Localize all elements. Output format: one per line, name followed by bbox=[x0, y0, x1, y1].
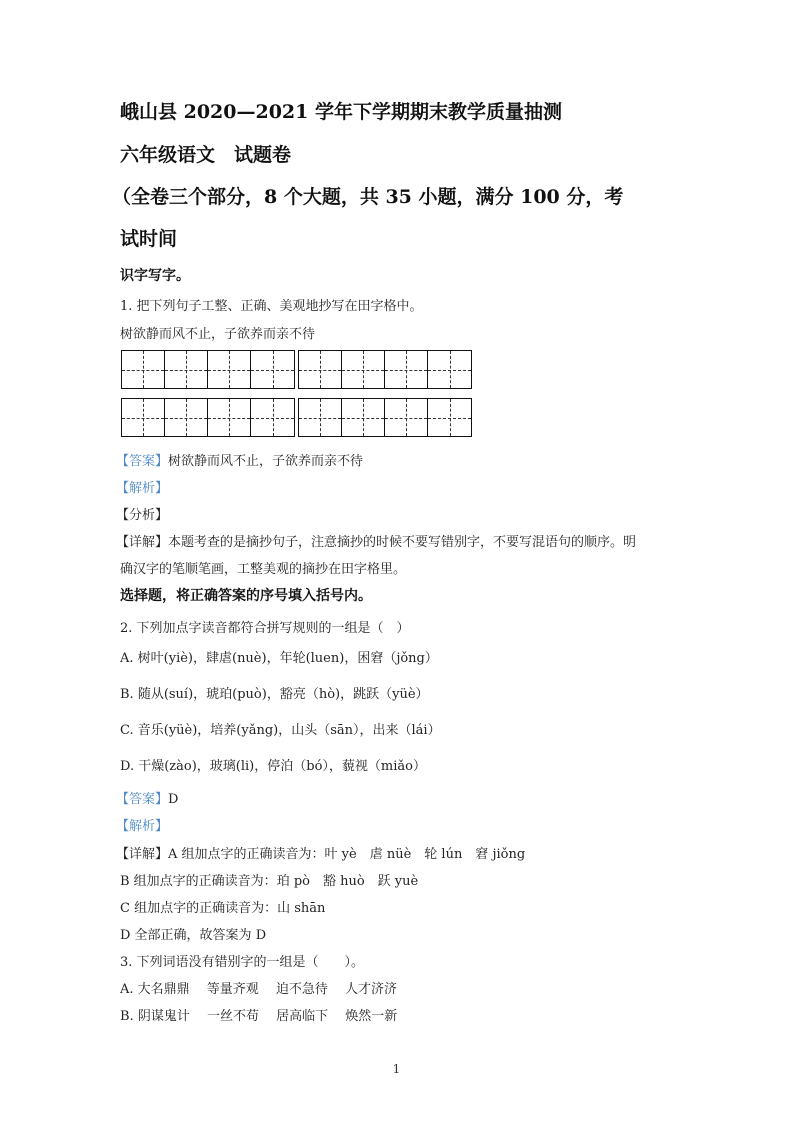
detail-label: 【详解】 bbox=[116, 535, 169, 550]
answer-text: D bbox=[168, 792, 179, 807]
page-number: 1 bbox=[392, 1062, 401, 1076]
q3-option-b: B. 阴谋鬼计 一丝不苟 居高临下 焕然一新 bbox=[120, 1009, 398, 1024]
tianzige-row-1 bbox=[121, 350, 472, 389]
q2-option-c: C. 音乐(yüè)，培养(yǎng)，山头（sān），出来（lái） bbox=[120, 723, 441, 738]
q2-detail-d: D 全部正确，故答案为 D bbox=[120, 928, 267, 943]
q3-option-a: A. 大名鼎鼎 等量齐观 迫不急待 人才济济 bbox=[120, 982, 398, 997]
tianzige-cell bbox=[251, 399, 294, 436]
tianzige-cell bbox=[208, 351, 251, 388]
tianzige-cell bbox=[122, 399, 165, 436]
tianzige-group bbox=[121, 398, 295, 437]
document-subtitle: 六年级语文 试题卷 bbox=[120, 144, 292, 166]
section-heading-choice: 选择题，将正确答案的序号填入括号内。 bbox=[120, 588, 372, 604]
tianzige-cell bbox=[165, 351, 208, 388]
tianzige-cell bbox=[165, 399, 208, 436]
tianzige-group bbox=[121, 350, 295, 389]
q2-detail-c: C 组加点字的正确读音为：山 shān bbox=[120, 901, 326, 916]
q1-answer bbox=[116, 450, 363, 469]
question-2-prompt: 2. 下列加点字读音都符合拼写规则的一组是（ ） bbox=[120, 621, 410, 636]
q2-answer bbox=[116, 788, 178, 807]
tianzige-cell bbox=[342, 351, 385, 388]
q1-detail-line2: 确汉字的笔顺笔画，工整美观的摘抄在田字格里。 bbox=[120, 562, 407, 577]
question-1-sentence: 树欲静而风不止，子欲养而亲不待 bbox=[120, 327, 316, 342]
tianzige-cell bbox=[385, 399, 428, 436]
tianzige-cell bbox=[299, 399, 342, 436]
exam-note-line2: 试时间 bbox=[120, 228, 178, 250]
tianzige-cell bbox=[342, 399, 385, 436]
section-heading-literacy: 识字写字。 bbox=[120, 268, 190, 284]
answer-text: 树欲静而风不止，子欲养而亲不待 bbox=[168, 454, 364, 469]
detail-label: 【详解】 bbox=[116, 847, 169, 862]
q1-analysis-label: 【解析】 bbox=[116, 481, 169, 496]
question-3-prompt: 3. 下列词语没有错别字的一组是（ ）。 bbox=[120, 955, 365, 970]
tianzige-group bbox=[298, 350, 472, 389]
q2-detail-b: B 组加点字的正确读音为：珀 pò 豁 huò 跃 yuè bbox=[120, 874, 419, 889]
answer-label: 【答案】 bbox=[116, 792, 169, 807]
q1-detail-line1: 【详解】本题考查的是摘抄句子，注意摘抄的时候不要写错别字，不要写混语句的顺序。明 bbox=[116, 535, 637, 550]
tianzige-cell bbox=[251, 351, 294, 388]
q2-analysis-label: 【解析】 bbox=[116, 819, 169, 834]
tianzige-group bbox=[298, 398, 472, 437]
q2-option-b: B. 随从(suí)，琥珀(può)，豁亮（hò)，跳跃（yüè） bbox=[120, 687, 429, 702]
q1-fenxi-label: 【分析】 bbox=[116, 508, 169, 523]
document-title: 峨山县 2020—2021 学年下学期期末教学质量抽测 bbox=[120, 101, 562, 123]
question-1-prompt: 1. 把下列句子工整、正确、美观地抄写在田字格中。 bbox=[120, 299, 423, 314]
tianzige-cell bbox=[299, 351, 342, 388]
tianzige-cell bbox=[428, 399, 471, 436]
tianzige-cell bbox=[208, 399, 251, 436]
q2-option-d: D. 干燥(zào)，玻璃(li)，停泊（bó），藐视（miǎo） bbox=[120, 759, 426, 774]
tianzige-cell bbox=[428, 351, 471, 388]
answer-label: 【答案】 bbox=[116, 454, 169, 469]
tianzige-cell bbox=[122, 351, 165, 388]
tianzige-row-2 bbox=[121, 398, 472, 437]
tianzige-cell bbox=[385, 351, 428, 388]
q2-option-a: A. 树叶(yiè)，肆虐(nuè)，年轮(luen)，困窘（jǒng） bbox=[120, 651, 438, 666]
q2-detail-a: 【详解】A 组加点字的正确读音为：叶 yè 虐 nüè 轮 lún 窘 jiǒng bbox=[116, 847, 526, 862]
exam-note-line1: （全卷三个部分，8 个大题，共 35 小题，满分 100 分，考 bbox=[112, 186, 624, 208]
